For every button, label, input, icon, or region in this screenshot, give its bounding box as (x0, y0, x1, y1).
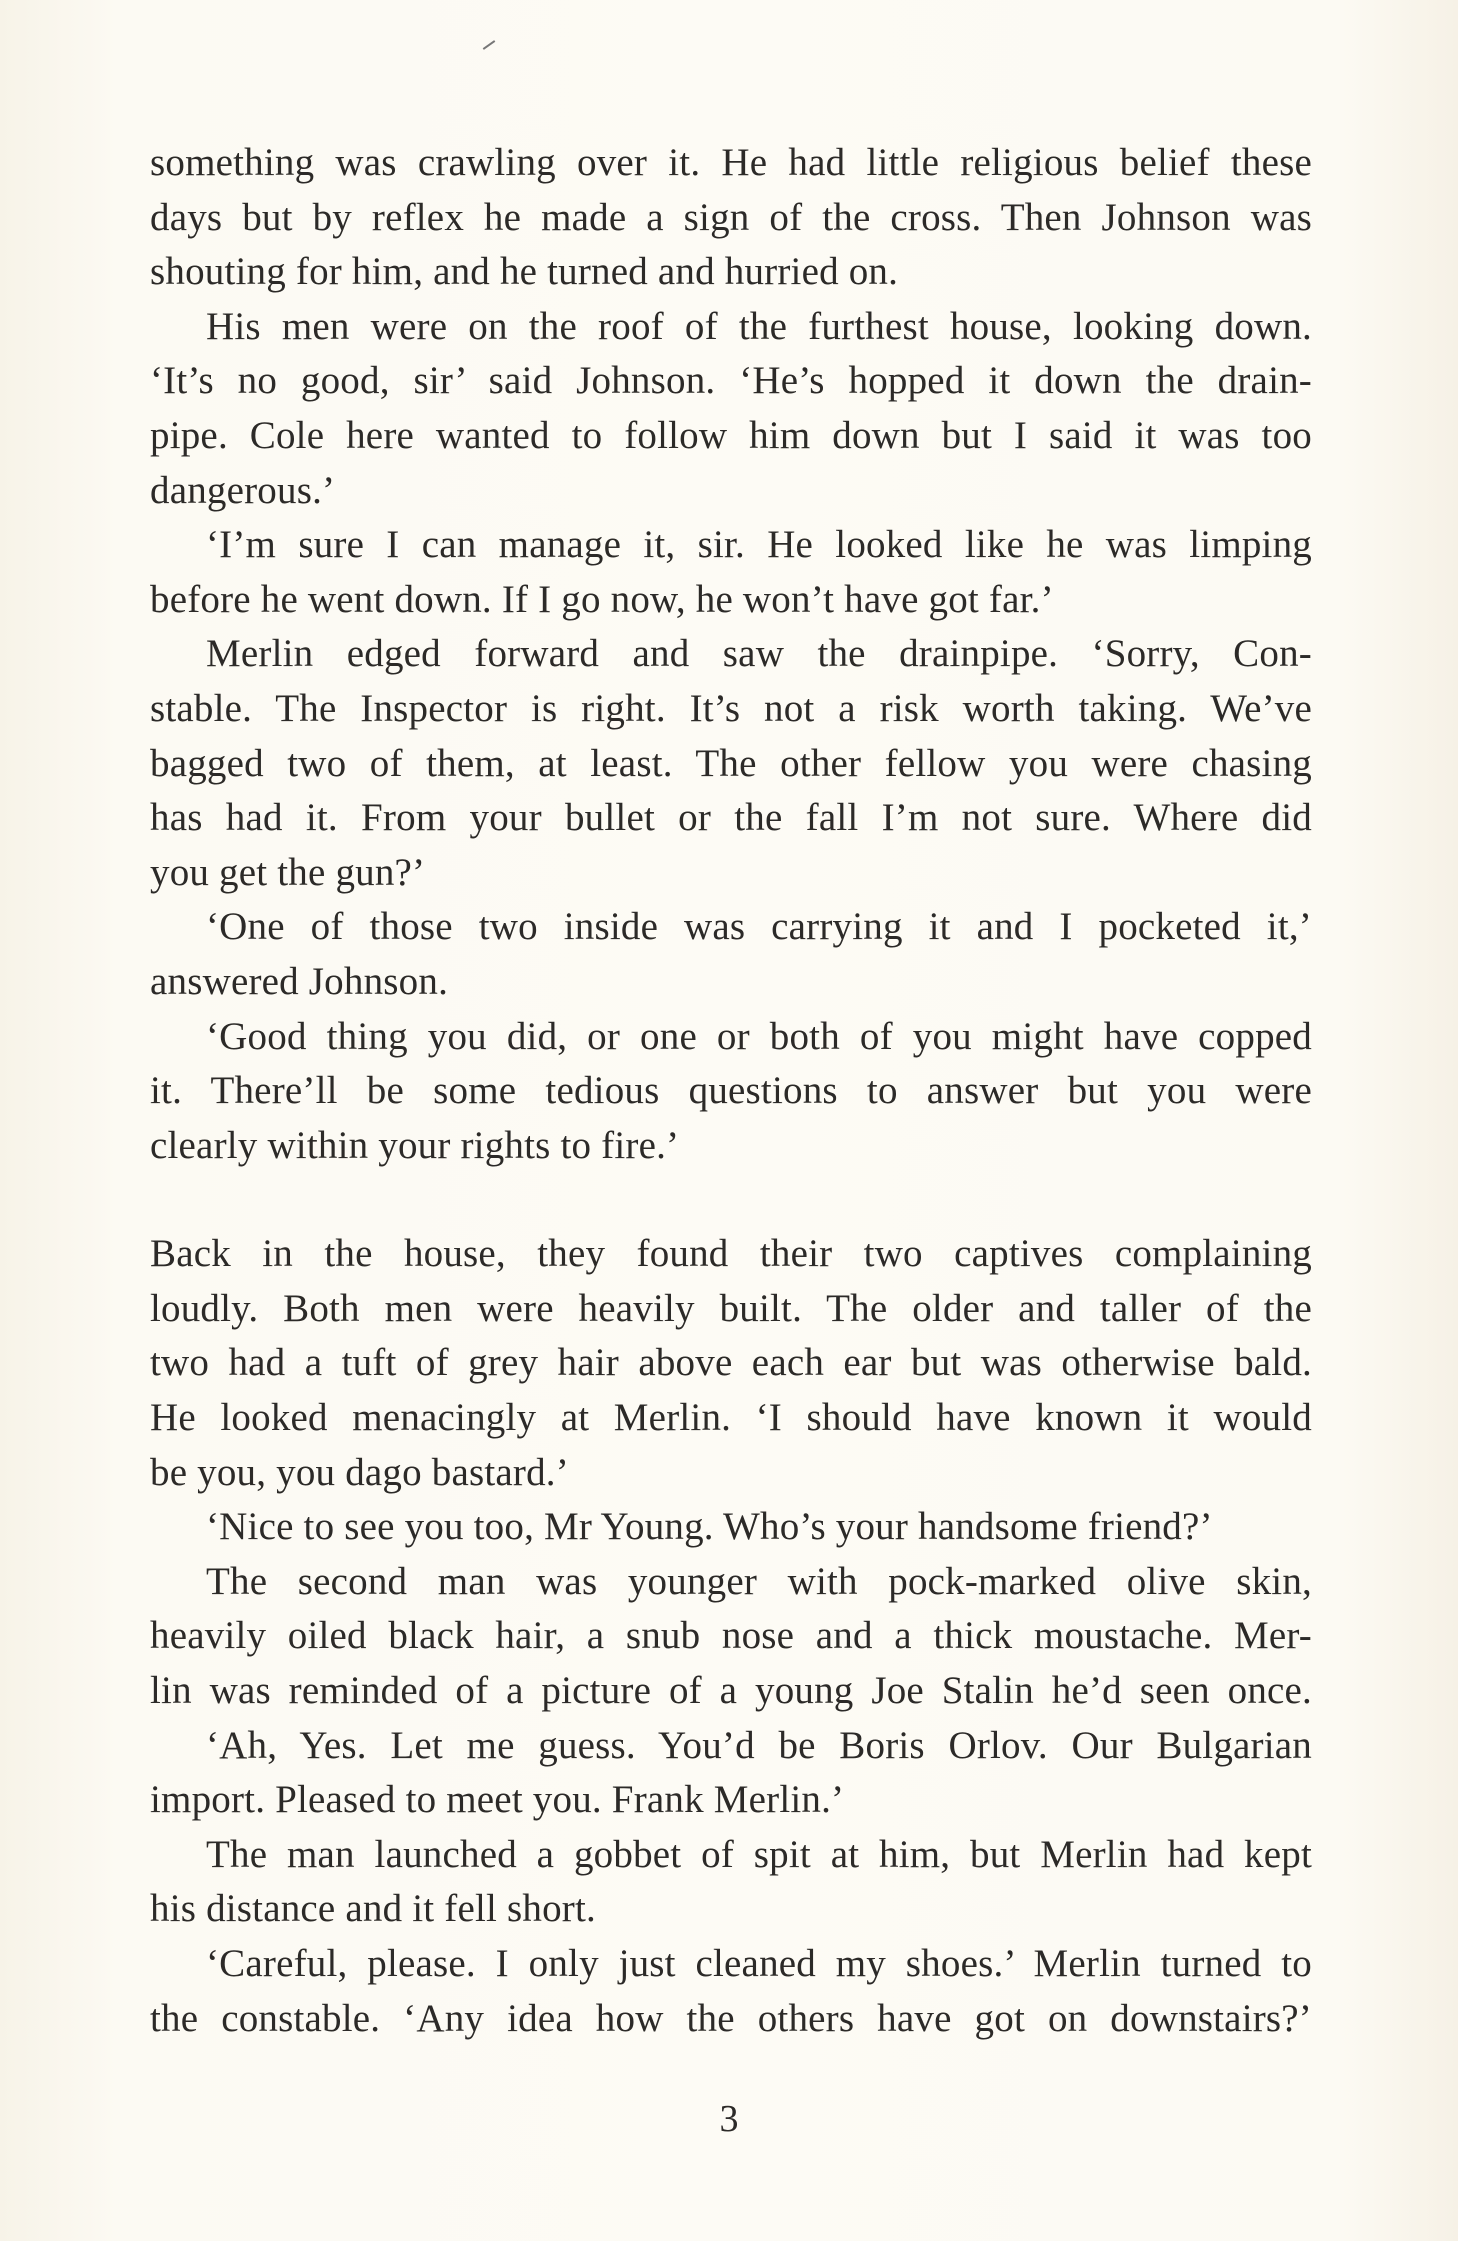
text-line: Back in the house, they found their two captives complaining (150, 1232, 1312, 1276)
paragraph (150, 1719, 1312, 1828)
text-line: The man launched a gobbet of spit at him, but Merlin had kept (206, 1832, 1312, 1876)
text-line: clearly within your rights to fire.’ (150, 1123, 680, 1167)
page-number: 3 (719, 2098, 739, 2140)
text-line: shouting for him, and he turned and hurried on. (150, 250, 899, 294)
text-line: you get the gun?’ (150, 850, 426, 894)
paragraph (150, 300, 1312, 518)
text-line: Merlin edged forward and saw the drainpipe. ‘Sorry, Con- (206, 632, 1312, 676)
paragraph (150, 1828, 1312, 1937)
text-line: ‘Good thing you did, or one or both of you might have copped (206, 1014, 1312, 1058)
paragraph (150, 1227, 1312, 1500)
text-line: answered Johnson. (150, 959, 449, 1003)
text-line: ‘It’s no good, sir’ said Johnson. ‘He’s hopped it down the drain- (150, 359, 1312, 403)
text-line: ‘I’m sure I can manage it, sir. He looked like he was limping (206, 523, 1312, 567)
paragraph (150, 1555, 1312, 1719)
text-line: import. Pleased to meet you. Frank Merlin.’ (150, 1778, 845, 1822)
text-line: bagged two of them, at least. The other fellow you were chasing (150, 741, 1312, 785)
text-line: lin was reminded of a picture of a young Joe Stalin he’d seen once. (150, 1669, 1312, 1713)
text-line: His men were on the roof of the furthest house, looking down. (206, 304, 1312, 348)
pencil-mark (483, 40, 496, 50)
text-line: He looked menacingly at Merlin. ‘I should have known it would (150, 1396, 1312, 1440)
text-line: pipe. Cole here wanted to follow him down but I said it was too (150, 413, 1312, 457)
paragraph (150, 1010, 1312, 1174)
section-break (150, 1173, 1312, 1227)
text-line: something was crawling over it. He had little religious belief these (150, 141, 1312, 184)
text-line: his distance and it fell short. (150, 1887, 596, 1931)
text-line: ‘Careful, please. I only just cleaned my shoes.’ Merlin turned to (206, 1942, 1312, 1985)
text-line: dangerous.’ (150, 468, 336, 512)
body-text (150, 136, 1312, 2046)
text-line: ‘Ah, Yes. Let me guess. You’d be Boris Orlov. Our Bulgarian (206, 1723, 1312, 1767)
paragraph (150, 900, 1312, 1009)
paragraph (150, 627, 1312, 900)
text-line: the constable. ‘Any idea how the others have got on downstairs?’ (150, 1996, 1312, 2040)
paragraph (150, 1937, 1312, 2046)
paragraph (150, 136, 1312, 300)
text-line: The second man was younger with pock-marked olive skin, (206, 1559, 1312, 1603)
text-line: it. There’ll be some tedious questions to answer but you were (150, 1069, 1312, 1113)
text-line: heavily oiled black hair, a snub nose and a thick moustache. Mer- (150, 1614, 1312, 1658)
text-line: two had a tuft of grey hair above each ear but was otherwise bald. (150, 1341, 1312, 1385)
text-line: ‘One of those two inside was carrying it and I pocketed it,’ (206, 905, 1312, 949)
paragraph (150, 1500, 1312, 1555)
text-line: before he went down. If I go now, he won’t have got far.’ (150, 577, 1054, 621)
text-line: loudly. Both men were heavily built. The older and taller of the (150, 1286, 1312, 1330)
text-line: be you, you dago bastard.’ (150, 1450, 569, 1494)
text-line: has had it. From your bullet or the fall I’m not sure. Where did (150, 796, 1312, 840)
text-line: days but by reflex he made a sign of the cross. Then Johnson was (150, 195, 1312, 239)
text-line: ‘Nice to see you too, Mr Young. Who’s your handsome friend?’ (206, 1505, 1213, 1549)
text-line: stable. The Inspector is right. It’s not a risk worth taking. We’ve (150, 686, 1312, 730)
paragraph (150, 518, 1312, 627)
